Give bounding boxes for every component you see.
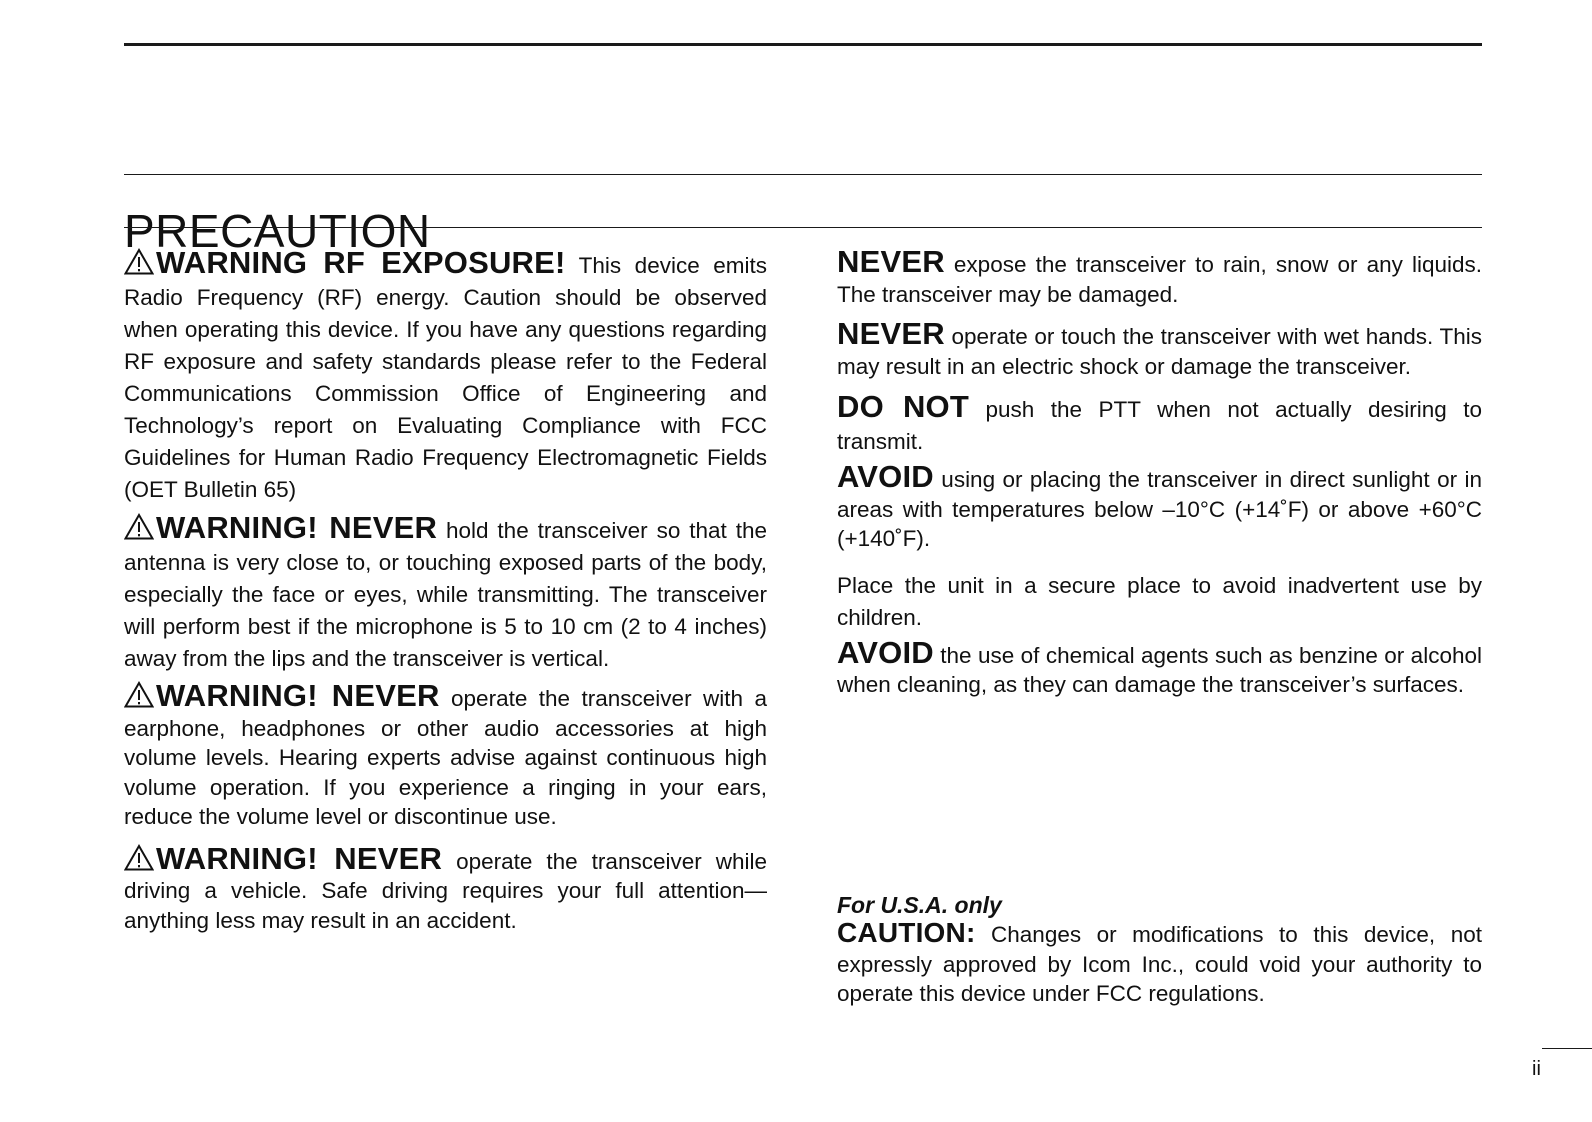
caution-text: the use of chemical agents such as benzine or alcohol when cleaning, as they can damage the transceiver’s surfaces. (837, 642, 1482, 697)
warning-rf-exposure (124, 247, 767, 506)
caution-keyword: AVOID (837, 459, 934, 494)
caution-keyword: NEVER (837, 316, 945, 351)
usa-only-label: For U.S.A. only (837, 892, 1002, 918)
caution-keyword: CAUTION: (837, 917, 976, 948)
do-not-ptt (837, 391, 1482, 458)
warning-keyword: WARNING! NEVER (156, 678, 440, 713)
caution-text: Changes or modifications to this device, not expressly approved by Icom Inc., could void your authority to operate this device under FCC regulations. (837, 922, 1482, 1006)
avoid-chemicals (837, 634, 1482, 700)
avoid-sunlight (837, 459, 1482, 554)
never-wet-hands (837, 316, 1482, 381)
title-rule-top (124, 174, 1482, 175)
secure-place (837, 570, 1482, 634)
caution-text: using or placing the transceiver in direct sunlight or in areas with temperatures below –10°C (+14˚F) or above +60°C (+140˚F). (837, 467, 1482, 551)
title-rule-bottom (124, 227, 1482, 228)
warning-text: This device emits Radio Frequency (RF) energy. Caution should be observed when operating this device. If you have any questions regarding RF exposure and safety standards please refer to the Federal Communications Commission Office of Engineering and Technology’s report on Evaluating Compliance with FCC Guidelines for Human Radio Frequency Electromagnetic Fields (OET Bulletin 65) (124, 253, 768, 502)
warning-triangle-icon (124, 844, 154, 871)
warning-volume (124, 678, 767, 832)
caution-text: Place the unit in a secure place to avoid inadvertent use by children. (837, 572, 1482, 630)
never-liquids (837, 244, 1482, 309)
right-column (837, 244, 1482, 700)
warning-keyword: WARNING! NEVER (156, 840, 443, 876)
warning-keyword: WARNING! NEVER (156, 510, 438, 545)
header-rule (124, 43, 1482, 46)
warning-triangle-icon (124, 248, 154, 275)
page-title: PRECAUTION (124, 204, 431, 257)
warning-triangle-icon (124, 681, 154, 708)
caution-keyword: AVOID (837, 634, 934, 670)
warning-driving (124, 840, 767, 936)
warning-triangle-icon (124, 513, 154, 540)
caution-text: push the PTT when not actually desiring to transmit. (837, 397, 1482, 454)
caution-text: expose the transceiver to rain, snow or any liquids. The transceiver may be damaged. (837, 252, 1482, 307)
page-number-rule (1542, 1048, 1592, 1049)
warning-text: operate the transceiver with a earphone, headphones or other audio accessories at high volume levels. Hearing experts advise against continuous high volume operation. If you experience a ringing in your ears, reduce the volume level or discontinue use. (124, 686, 767, 829)
left-column (124, 247, 767, 935)
caution-keyword: DO NOT (837, 389, 969, 424)
warning-text: operate the transceiver while driving a vehicle. Safe driving requires your full attention—anything less may result in an accident. (124, 848, 767, 933)
warning-keyword: WARNING RF EXPOSURE! (156, 245, 566, 280)
usa-notice (837, 892, 1482, 1009)
caution-text: operate or touch the transceiver with wet hands. This may result in an electric shock or damage the transceiver. (837, 324, 1482, 379)
page-number: ii (1532, 1058, 1541, 1080)
warning-text: hold the transceiver so that the antenna is very close to, or touching exposed parts of the body, especially the face or eyes, while transmitting. The transceiver will perform best if the microphone is 5 to 10 cm (2 to 4 inches) away from the lips and the transceiver is vertical. (124, 518, 767, 671)
caution-keyword: NEVER (837, 244, 945, 279)
warning-antenna (124, 512, 767, 675)
fcc-caution (837, 918, 1482, 1009)
